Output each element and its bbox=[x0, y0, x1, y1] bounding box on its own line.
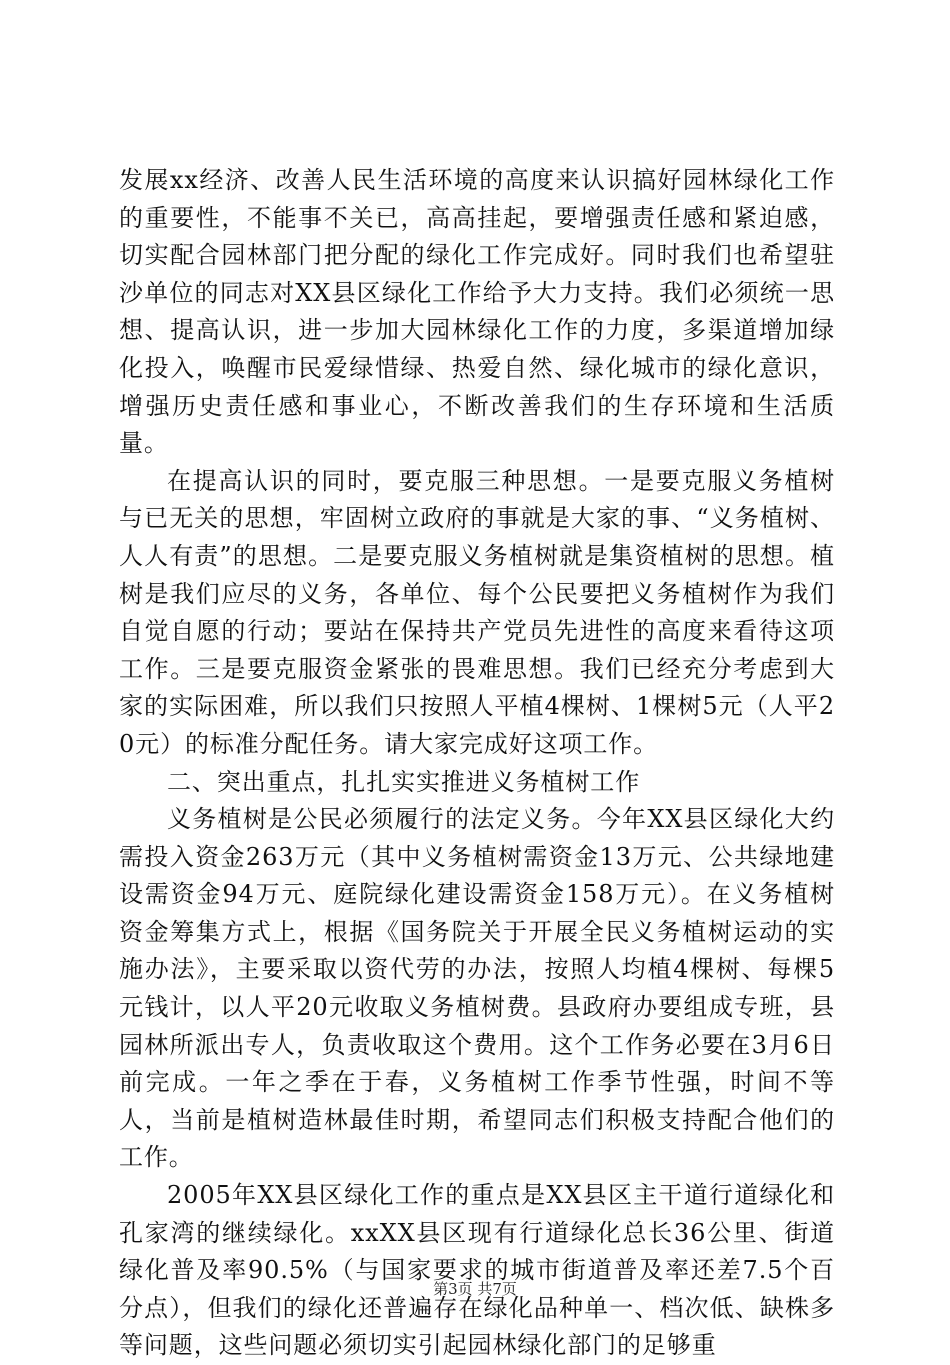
page-footer: 第3页 共7页 bbox=[433, 1280, 517, 1298]
paragraph-4: 2005年XX县区绿化工作的重点是XX县区主干道行道绿化和孔家湾的继续绿化。xxXX县区现有行道绿化总长36公里、街道绿化普及率90.5%（与国家要求的城市街道普及率还差7.5个百分点），但我们的绿化还普遍存在绿化品种单一、档次低、缺株多等问题，这些问题必须切实引起园林绿化部门的足够重 bbox=[119, 1181, 835, 1360]
paragraph-1: 发展xx经济、改善人民生活环境的高度来认识搞好园林绿化工作的重要性，不能事不关已，高高挂起，要增强责任感和紧迫感，切实配合园林部门把分配的绿化工作完成好。同时我们也希望驻沙单位的同志对XX县区绿化工作给予大力支持。我们必须统一思想、提高认识，进一步加大园林绿化工作的力度，多渠道增加绿化投入，唤醒市民爱绿惜绿、热爱自然、绿化城市的绿化意识，增强历史责任感和事业心，不断改善我们的生存环境和生活质量。 bbox=[119, 166, 835, 458]
section-heading: 二、突出重点，扎扎实实推进义务植树工作 bbox=[167, 767, 641, 796]
document-body bbox=[119, 162, 835, 1365]
paragraph-3: 义务植树是公民必须履行的法定义务。今年XX县区绿化大约需投入资金263万元（其中义务植树需资金13万元、公共绿地建设需资金94万元、庭院绿化建设需资金158万元）。在义务植树资金筹集方式上，根据《国务院关于开展全民义务植树运动的实施办法》，主要采取以资代劳的办法，按照人均植4棵树、每棵5元钱计，以人平20元收取义务植树费。县政府办要组成专班，县园林所派出专人，负责收取这个费用。这个工作务必要在3月6日前完成。一年之季在于春，义务植树工作季节性强，时间不等人，当前是植树造林最佳时期，希望同志们积极支持配合他们的工作。 bbox=[119, 805, 835, 1172]
paragraph-2: 在提高认识的同时，要克服三种思想。一是要克服义务植树与已无关的思想，牢固树立政府的事就是大家的事、“义务植树、人人有责”的思想。二是要克服义务植树就是集资植树的思想。植树是我们应尽的义务，各单位、每个公民要把义务植树作为我们自觉自愿的行动；要站在保持共产党员先进性的高度来看待这项工作。三是要克服资金紧张的畏难思想。我们已经充分考虑到大家的实际困难，所以我们只按照人平植4棵树、1棵树5元（人平20元）的标准分配任务。请大家完成好这项工作。 bbox=[119, 466, 835, 758]
